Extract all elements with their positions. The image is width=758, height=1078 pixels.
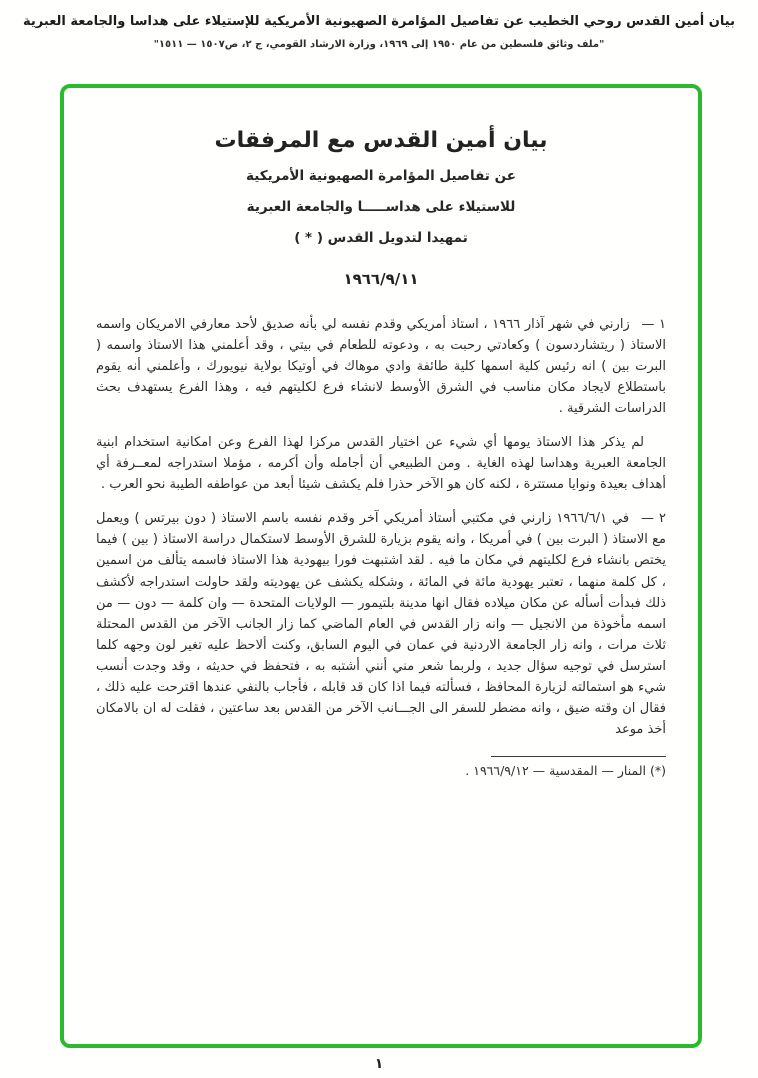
paragraph-1 [96,314,666,419]
paragraph-1-number: ١ — [641,317,666,332]
footnote-divider [491,756,666,757]
paragraph-3-number: ٢ — [641,511,666,527]
document-frame [60,84,702,1048]
paragraph-2-text: لم يذكر هذا الاستاذ يومها أي شيء عن اختيار القدس مركزا لهذا الفرع وعن امكانية استخدام ابنية الجامعة العبرية وهداسا لهذه الغاية . ومن الطبيعي أن أجامله وأن أكرمه ، مؤملا استدراجه لمعــرفة أي أهداف بعيدة ونوايا مستترة ، لكنه كان هو الآخر حذرا فلم يكشف شيئا أبعد من عواطفه الطيبة نحو العرب . [96,435,666,493]
footnote-text: (*) المنار — المقدسية — ١٩٦٦/٩/١٢ . [465,762,666,778]
page-header [0,0,758,50]
document-subtitle-3: تمهيدا لتدويل القدس ( * ) [294,230,468,246]
document-subtitle-2: للاستيلاء على هداســـــا والجامعة العبرية [246,199,516,215]
paragraph-2 [96,432,666,495]
paragraph-1-text: زارني في شهر آذار ١٩٦٦ ، استاذ أمريكي وقدم نفسه لي بأنه صديق لأحد معارفي الامريكان واسمه الاستاذ ( ريتشاردسون ) وكعادتي رحبت به ، ودعوته للطعام في بيتي ، وقد أعلمني هذا الاستاذ واسمه ( البرت بين ) انه رئيس كلية اسمها كلية طائفة وادي موهاك في أوتيكا بولاية نيويورك ، وأعلمني أنه يقوم باستطلاع لايجاد مكان مناسب في الشرق الأوسط لانشاء فرع لكليتهم فيه ، وهذا الفرع يستهدف بحث الدراسات الشرقية . [96,317,666,417]
header-source-citation: "ملف وثائق فلسطين من عام ١٩٥٠ إلى ١٩٦٩، وزارة الارشاد القومي، ج ٢، ص١٥٠٧ — ١٥١١" [153,39,605,50]
paragraph-3 [96,508,666,740]
document-title: بيان أمين القدس مع المرفقات [214,128,548,153]
page-number: ١ [374,1056,384,1072]
document-subtitle-1: عن تفاصيل المؤامرة الصهيونية الأمريكية [246,168,516,184]
document-date: ١٩٦٦/٩/١١ [343,270,419,288]
paragraph-3-text: في ١٩٦٦/٦/١ زارني في مكتبي أستاذ أمريكي آخر وقدم نفسه باسم الاستاذ ( دون بيرتس ) ويعمل مع الاستاذ ( البرت بين ) في أمريكا ، وانه يقوم بزيارة للشرق الأوسط لاستكمال دراسة الاستاذ ( بين ) فيما يختص بانشاء فرع لكليتهم في مكان ما فيه . لقد اشتبهت فورا بيهودية هذا الاستاذ فاسمه يتألف من اسمين ، كل كلمة منهما ، تعتبر يهودية مائة في المائة ، وشكله يكشف عن يهوديته ولقد حاولت استدراجه لأكشف ذلك فبدأت أسأله عن مكان ميلاده فقال انها مدينة بلتيمور — الولايات المتحدة — وان كلمة — دون — من اسمه مأخوذة من الانجيل — وانه زار القدس في العام الماضي كما زار الجانب الآخر من القدس المحتلة ثلاث مرات ، وانه زار الجامعة الاردنية في عمان في اليوم السابق، وكنت ألاحظ عليه تغير لون وجهه كلما استرسل في توجيه سؤال جديد ، ولربما شعر مني أنني أشتبه به ، فتحفظ في حديثه ، وقد وجدت أنسب شيء هو استمالته لزيارة المحافظ ، فسألته فيما اذا كان قد قابله ، فأجاب بالنفي عندها اقترحت عليه ذلك ، فقال ان وقته ضيق ، وانه مضطر للسفر الى الجـــانب الآخر من القدس بعد ساعتين ، فقلت له ان بالامكان أخذ موعد [96,511,666,737]
document-body [96,314,666,740]
header-title: بيان أمين القدس روحي الخطيب عن تفاصيل المؤامرة الصهيونية الأمريكية للإستيلاء على هداسا والجامعة العبرية [23,14,735,29]
footnote-area [96,756,666,778]
